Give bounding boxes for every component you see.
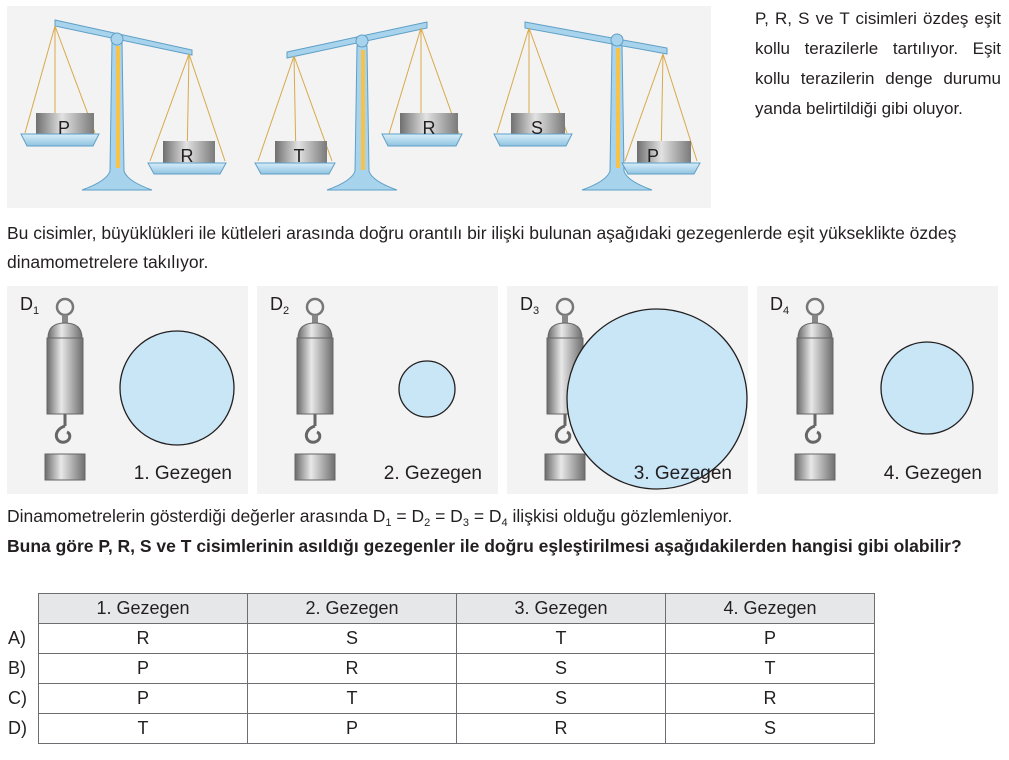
table-cell: S [248, 624, 457, 654]
table-corner [7, 594, 39, 624]
paragraph-2: Dinamometrelerin gösterdiği değerler arasında $D_1 = D_2 = D_3 = D_4$ ilişkisi olduğu gözlemleniyor. [7, 506, 733, 529]
table-cell: R [457, 714, 666, 744]
table-cell: T [666, 654, 875, 684]
dynamometer-ring [807, 299, 823, 315]
balance-3-left-label: S [530, 118, 544, 138]
balance-1-right-label: R [180, 146, 194, 166]
balance-3-right-label: P [646, 146, 660, 166]
table-cell: S [666, 714, 875, 744]
answer-table [7, 593, 875, 744]
dynamometer-body [797, 338, 833, 414]
dynamometer-hook [556, 426, 569, 442]
dynamometer-ring [307, 299, 323, 315]
table-row[interactable] [7, 624, 875, 654]
planet-label: 2. Gezegen [383, 463, 482, 484]
table-header: 4. Gezegen [666, 594, 875, 624]
table-cell: T [457, 624, 666, 654]
table-cell: T [248, 684, 457, 714]
dynamometer-label: $D_2$ [270, 294, 290, 317]
balance-2-right-label: R [422, 118, 436, 138]
table-header: 1. Gezegen [39, 594, 248, 624]
dynamometer-cap [798, 323, 832, 338]
dynamometer-neck [812, 315, 818, 323]
dynamometer-body [297, 338, 333, 414]
paragraph-1: Bu cisimler, büyüklükleri ile kütleleri arasında doğru orantılı bir ilişki bulunan aşağıdaki gezegenlerde eşit yükseklikte özdeş dinamometrelere takılıyor. [7, 223, 957, 272]
dynamometer-label: $D_1$ [20, 294, 40, 317]
balance-2 [255, 22, 462, 190]
intro-text: P, R, S ve T cisimleri özdeş eşit kollu terazilerle tartılıyor. Eşit kollu terazilerin denge durumu yanda belirtildiği gibi oluyor. [755, 9, 1001, 118]
dynamometer-cap [48, 323, 82, 338]
table-row[interactable] [7, 714, 875, 744]
option-label[interactable]: B) [8, 658, 26, 678]
hanging-mass [45, 454, 85, 480]
planet-label: 4. Gezegen [883, 463, 982, 484]
dynamometer-label: $D_4$ [770, 294, 790, 317]
balance-illustration-panel [7, 6, 711, 208]
dynamometer-ring [557, 299, 573, 315]
dynamometer-hook [56, 426, 69, 442]
table-cell: P [666, 624, 875, 654]
balance-3 [494, 22, 700, 190]
planet-label: 1. Gezegen [133, 463, 232, 484]
table-cell: P [248, 714, 457, 744]
planet-1 [120, 331, 234, 445]
table-cell: P [39, 654, 248, 684]
balance-2-left-label: T [293, 146, 305, 166]
dynamometer-hook [806, 426, 819, 442]
dynamometer-panel-2 [257, 286, 498, 494]
table-header: 2. Gezegen [248, 594, 457, 624]
balance-scales-figure [7, 6, 711, 208]
dynamometer-panel-4 [757, 286, 998, 494]
planet-4 [881, 342, 973, 434]
table-header: 3. Gezegen [457, 594, 666, 624]
dynamometer-neck [62, 315, 68, 323]
dynamometer-hook [306, 426, 319, 442]
hanging-mass [545, 454, 585, 480]
table-cell: S [457, 654, 666, 684]
balance-1 [21, 20, 226, 190]
table-cell: R [666, 684, 875, 714]
option-label[interactable]: C) [8, 688, 27, 708]
dynamometer-cap [548, 323, 582, 338]
dynamometer-ring [57, 299, 73, 315]
planet-3 [567, 309, 747, 489]
hanging-mass [795, 454, 835, 480]
option-label[interactable]: A) [8, 628, 26, 648]
question-text: Buna göre P, R, S ve T cisimlerinin asıldığı gezegenler ile doğru eşleştirilmesi aşağıdakilerden hangisi gibi olabilir? [7, 536, 962, 556]
dynamometer-cap [298, 323, 332, 338]
table-cell: P [39, 684, 248, 714]
dynamometer-neck [562, 315, 568, 323]
table-cell: R [39, 624, 248, 654]
option-label[interactable]: D) [8, 718, 27, 738]
table-row[interactable] [7, 654, 875, 684]
dynamometer-label: $D_3$ [520, 294, 540, 317]
table-cell: S [457, 684, 666, 714]
balance-1-left-label: P [57, 118, 71, 138]
table-header-row [7, 594, 875, 624]
dynamometer-neck [312, 315, 318, 323]
dynamometer-panel-1 [7, 286, 248, 494]
table-cell: R [248, 654, 457, 684]
planet-2 [399, 361, 455, 417]
planet-label: 3. Gezegen [633, 463, 732, 484]
dynamometer-body [47, 338, 83, 414]
hanging-mass [295, 454, 335, 480]
table-row[interactable] [7, 684, 875, 714]
table-cell: T [39, 714, 248, 744]
dynamometer-panel-3 [507, 286, 748, 494]
